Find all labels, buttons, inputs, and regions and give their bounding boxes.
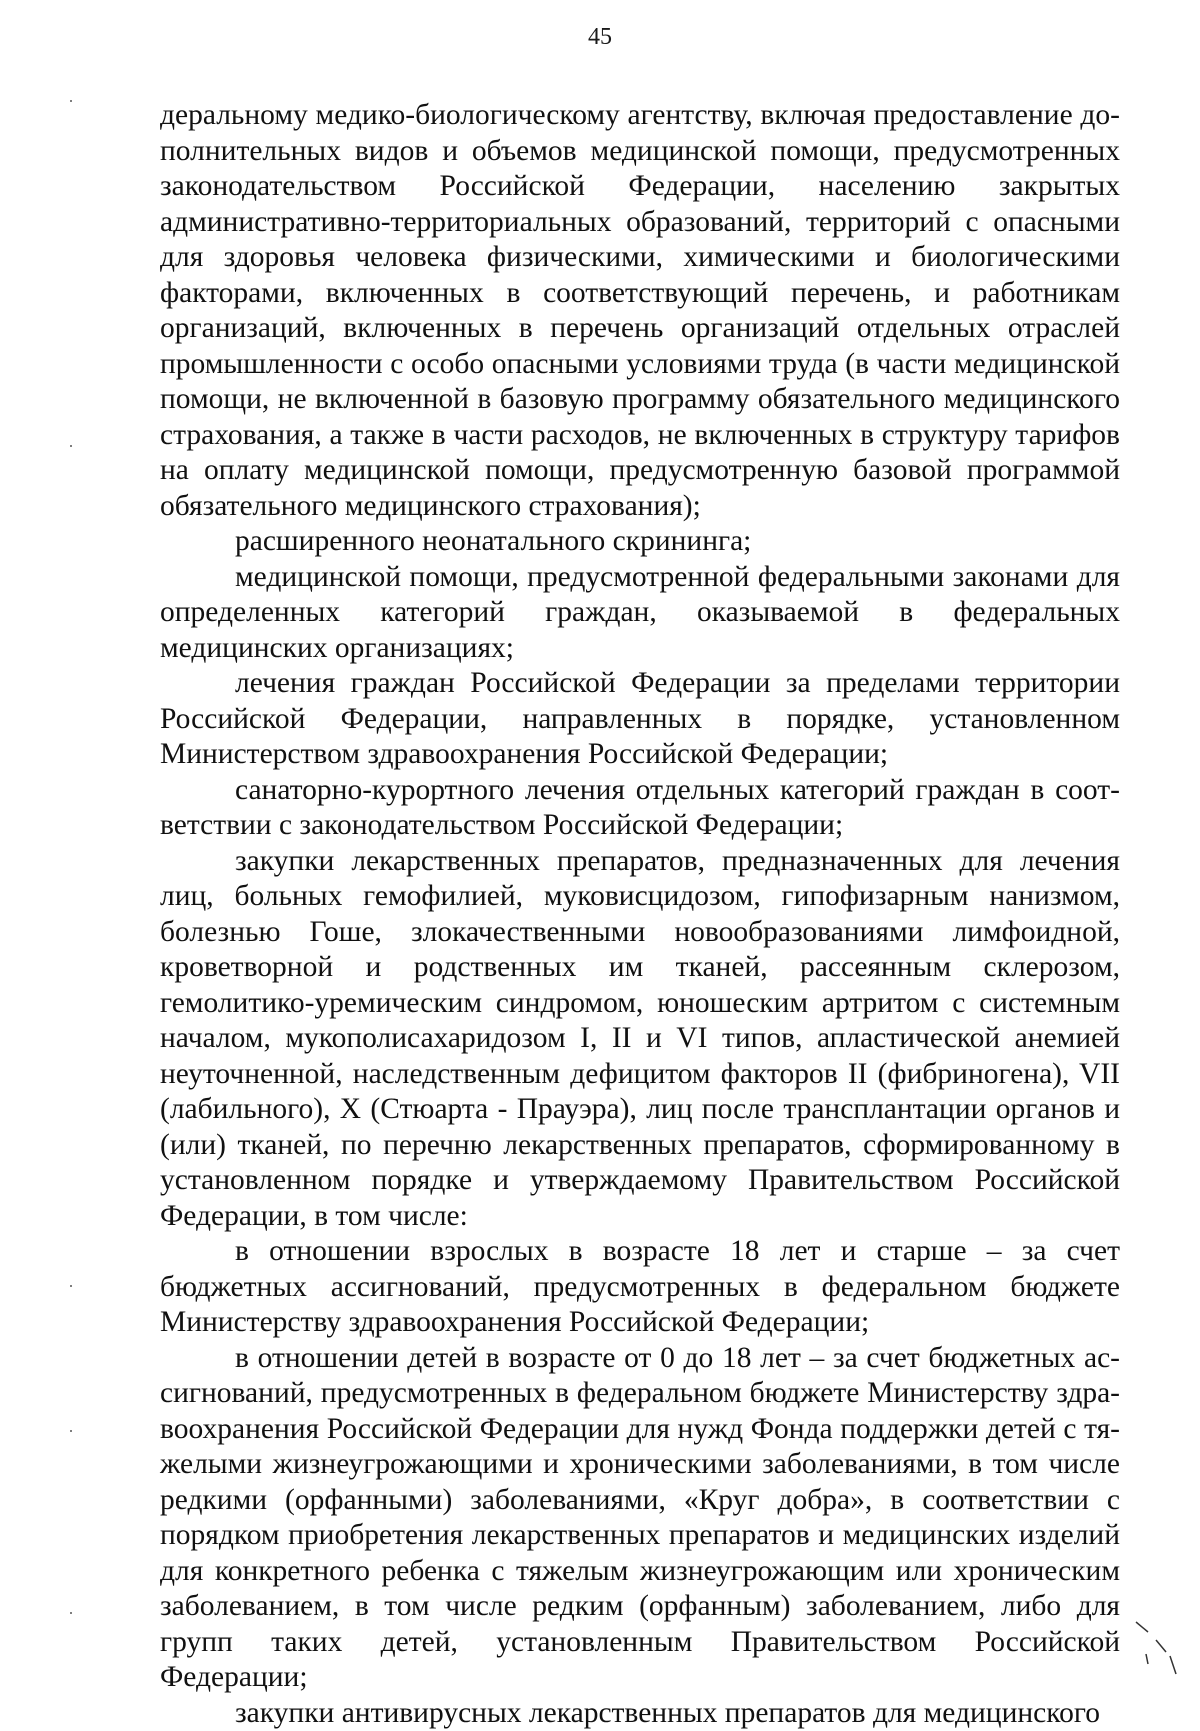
scan-artifact	[70, 100, 72, 102]
paragraph: расширенного неонатального скрининга;	[160, 524, 1120, 560]
scan-artifact	[70, 1430, 72, 1432]
scan-artifact	[70, 1612, 72, 1614]
scan-artifact	[70, 1285, 72, 1287]
paragraph: в отношении детей в возрасте от 0 до 18 лет – за счет бюджетных ассигнований, предусмотренных в федеральном бюджете Министерству здравоохранения Российской Федерации для нужд Фонда поддержки детей с тяжелыми жизнеугрожающими и хроническими заболеваниями, в том числе редкими (орфанными) заболеваниями, «Круг добра», в соответствии с порядком приобретения лекарственных препаратов и медицинских изделий для конкретного ребенка с тяжелым жизнеугрожающим или хроническим заболеванием, в том числе редким (орфанным) заболеванием, либо для групп таких детей, установленным Правительством Российской Федерации;	[160, 1341, 1120, 1696]
paragraph: в отношении взрослых в возрасте 18 лет и старше – за счет бюджетных ассигнований, предусмотренных в федеральном бюджете Министерству здравоохранения Российской Федерации;	[160, 1234, 1120, 1341]
scan-corner-mark	[1132, 1618, 1182, 1678]
paragraph: медицинской помощи, предусмотренной федеральными законами для определенных категорий граждан, оказываемой в федеральных медицинских организациях;	[160, 560, 1120, 667]
paragraph: закупки лекарственных препаратов, предназначенных для лечения лиц, больных гемофилией, муковисцидозом, гипофизарным нанизмом, болезнью Гоше, злокачественными новообразованиями лимфоидной, кроветворной и родственных им тканей, рассеянным склерозом, гемолитико-уремическим синдромом, юношеским артритом с системным началом, мукополисахаридозом I, II и VI типов, апластической анемией неуточненной, наследственным дефицитом факторов II (фибриногена), VII (лабильного), X (Стюарта - Прауэра), лиц после трансплантации органов и (или) тканей, по перечню лекарственных препаратов, сформированному в установленном порядке и утверждаемому Правительством Российской Федерации, в том числе:	[160, 844, 1120, 1235]
body-text	[160, 98, 1120, 1731]
paragraph: лечения граждан Российской Федерации за пределами территории Российской Федерации, направленных в порядке, установленном Министерством здравоохранения Российской Федерации;	[160, 666, 1120, 773]
scan-artifact	[70, 445, 72, 447]
page-number: 45	[0, 22, 1200, 52]
paragraph: санаторно-курортного лечения отдельных категорий граждан в соответствии с законодательством Российской Федерации;	[160, 773, 1120, 844]
paragraph: закупки антивирусных лекарственных препаратов для медицинского	[160, 1696, 1120, 1731]
paragraph: деральному медико-биологическому агентству, включая предоставление дополнительных видов и объемов медицинской помощи, предусмотренных законодательством Российской Федерации, населению закрытых административно-территориальных образований, территорий с опасными для здоровья человека физическими, химическими и биологическими факторами, включенных в соответствующий перечень, и работникам организаций, включенных в перечень организаций отдельных отраслей промышленности с особо опасными условиями труда (в части медицинской помощи, не включенной в базовую программу обязательного медицинского страхования, а также в части расходов, не включенных в структуру тарифов на оплату медицинской помощи, предусмотренную базовой программой обязательного медицинского страхования);	[160, 98, 1120, 524]
